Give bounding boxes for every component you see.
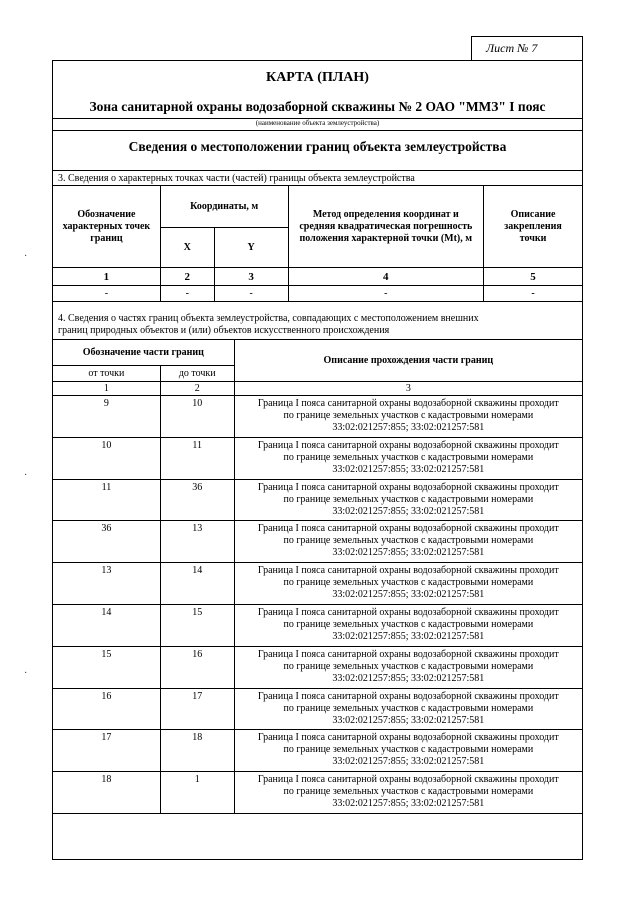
boundary-description-cell: [234, 604, 582, 646]
table-row: [53, 521, 583, 563]
table-cell: -: [160, 286, 214, 302]
description-line: по границе земельных участков с кадастровыми номерами: [283, 660, 534, 672]
scan-mark: ·: [24, 668, 28, 679]
sheet-number: Лист № 7: [471, 36, 583, 60]
description-line: по границе земельных участков с кадастровыми номерами: [283, 535, 534, 547]
description-line: Граница I пояса санитарной охраны водозаборной скважины проходит: [257, 774, 559, 786]
description-line: Граница I пояса санитарной охраны водозаборной скважины проходит: [257, 439, 559, 451]
column-number: 1: [53, 382, 161, 396]
table-row: [53, 604, 583, 646]
to-point-cell: 16: [160, 646, 234, 688]
from-point-cell: 17: [53, 730, 161, 772]
description-line: Граница I пояса санитарной охраны водозаборной скважины проходит: [257, 481, 559, 493]
x-header: X: [160, 228, 214, 268]
from-point-cell: 9: [53, 396, 161, 438]
to-point-cell: 18: [160, 730, 234, 772]
section4-caption-line2: границ природных объектов и (или) объектов искусственного происхождения: [58, 325, 390, 336]
column-number: 5: [484, 268, 583, 286]
description-line: Граница I пояса санитарной охраны водозаборной скважины проходит: [257, 606, 559, 618]
method-header: Метод определения координат и средняя квадратическая погрешность положения характерной точки (Mt), м: [288, 186, 484, 268]
section4-caption-line1: 4. Сведения о частях границ объекта землеустройства, совпадающих с местоположением внешних: [58, 313, 479, 324]
section-title: Сведения о местоположении границ объекта землеустройства: [128, 139, 507, 154]
boundary-description-cell: [234, 396, 582, 438]
object-caption: (наименование объекта землеустройства): [255, 119, 380, 127]
column-number: 3: [234, 382, 582, 396]
to-point-cell: 1: [160, 772, 234, 814]
from-point-cell: 18: [53, 772, 161, 814]
description-line: 33:02:021257:855; 33:02:021257:581: [332, 589, 485, 601]
table-row: [53, 772, 583, 814]
description-line: 33:02:021257:855; 33:02:021257:581: [332, 714, 485, 726]
description-line: по границе земельных участков с кадастровыми номерами: [283, 451, 534, 463]
description-line: 33:02:021257:855; 33:02:021257:581: [332, 798, 485, 810]
description-line: по границе земельных участков с кадастровыми номерами: [283, 577, 534, 589]
column-number: 2: [160, 268, 214, 286]
table-cell: -: [484, 286, 583, 302]
to-point-cell: 13: [160, 521, 234, 563]
table-row: [53, 479, 583, 521]
part-designation-header: Обозначение части границ: [53, 340, 235, 366]
part-description-header: Описание прохождения части границ: [234, 340, 582, 382]
description-line: Граница I пояса санитарной охраны водозаборной скважины проходит: [257, 648, 559, 660]
divider: [52, 170, 583, 171]
boundary-description-cell: [234, 688, 582, 730]
from-point-cell: 10: [53, 437, 161, 479]
map-title: КАРТА (ПЛАН): [266, 70, 369, 85]
description-line: 33:02:021257:855; 33:02:021257:581: [332, 505, 485, 517]
description-line: Граница I пояса санитарной охраны водозаборной скважины проходит: [257, 690, 559, 702]
boundary-description-cell: [234, 646, 582, 688]
description-line: по границе земельных участков с кадастровыми номерами: [283, 618, 534, 630]
table-cell: -: [288, 286, 484, 302]
to-point-cell: 15: [160, 604, 234, 646]
description-line: 33:02:021257:855; 33:02:021257:581: [332, 422, 485, 433]
description-line: по границе земельных участков с кадастровыми номерами: [283, 744, 534, 756]
table-row: [53, 688, 583, 730]
description-line: по границе земельных участков с кадастровыми номерами: [283, 410, 534, 421]
description-line: 33:02:021257:855; 33:02:021257:581: [332, 547, 485, 559]
object-name: Зона санитарной охраны водозаборной скважины № 2 ОАО "ММЗ" I пояс: [89, 99, 546, 114]
from-point-cell: 15: [53, 646, 161, 688]
scan-mark: ·: [24, 251, 28, 262]
to-point-header: до точки: [160, 366, 234, 382]
column-number: 2: [160, 382, 234, 396]
fixing-description-header: Описание закрепления точки: [484, 186, 583, 268]
column-number: 1: [53, 268, 161, 286]
description-line: 33:02:021257:855; 33:02:021257:581: [332, 756, 485, 768]
column-number: 3: [214, 268, 288, 286]
column-number: 4: [288, 268, 484, 286]
coordinates-header: Координаты, м: [160, 186, 288, 228]
to-point-cell: 17: [160, 688, 234, 730]
boundary-description-cell: [234, 521, 582, 563]
designation-header: Обозначение характерных точек границ: [53, 186, 161, 268]
description-line: Граница I пояса санитарной охраны водозаборной скважины проходит: [257, 523, 559, 535]
description-line: по границе земельных участков с кадастровыми номерами: [283, 702, 534, 714]
to-point-cell: 10: [160, 396, 234, 438]
description-line: 33:02:021257:855; 33:02:021257:581: [332, 463, 485, 475]
description-line: 33:02:021257:855; 33:02:021257:581: [332, 630, 485, 642]
scan-mark: ·: [24, 470, 28, 481]
from-point-cell: 36: [53, 521, 161, 563]
y-header: Y: [214, 228, 288, 268]
to-point-cell: 11: [160, 437, 234, 479]
table-row: [53, 396, 583, 438]
description-line: по границе земельных участков с кадастровыми номерами: [283, 493, 534, 505]
to-point-cell: 36: [160, 479, 234, 521]
from-point-cell: 16: [53, 688, 161, 730]
table-cell: -: [53, 286, 161, 302]
description-line: по границе земельных участков с кадастровыми номерами: [283, 786, 534, 798]
section3-caption: 3. Сведения о характерных точках части (частей) границы объекта землеустройства: [58, 173, 415, 184]
table-row: [53, 646, 583, 688]
description-line: Граница I пояса санитарной охраны водозаборной скважины проходит: [257, 398, 559, 409]
boundary-description-cell: [234, 479, 582, 521]
table-row: [53, 437, 583, 479]
characteristic-points-table: [52, 185, 583, 302]
to-point-cell: 14: [160, 563, 234, 605]
boundary-description-cell: [234, 730, 582, 772]
table-row: [53, 563, 583, 605]
from-point-cell: 14: [53, 604, 161, 646]
boundary-parts-table: [52, 339, 583, 814]
from-point-cell: 11: [53, 479, 161, 521]
boundary-description-cell: [234, 772, 582, 814]
description-line: Граница I пояса санитарной охраны водозаборной скважины проходит: [257, 565, 559, 577]
table-cell: -: [214, 286, 288, 302]
boundary-description-cell: [234, 563, 582, 605]
from-point-header: от точки: [53, 366, 161, 382]
from-point-cell: 13: [53, 563, 161, 605]
table-row: [53, 730, 583, 772]
divider: [52, 130, 583, 131]
description-line: Граница I пояса санитарной охраны водозаборной скважины проходит: [257, 732, 559, 744]
description-line: 33:02:021257:855; 33:02:021257:581: [332, 672, 485, 684]
boundary-description-cell: [234, 437, 582, 479]
